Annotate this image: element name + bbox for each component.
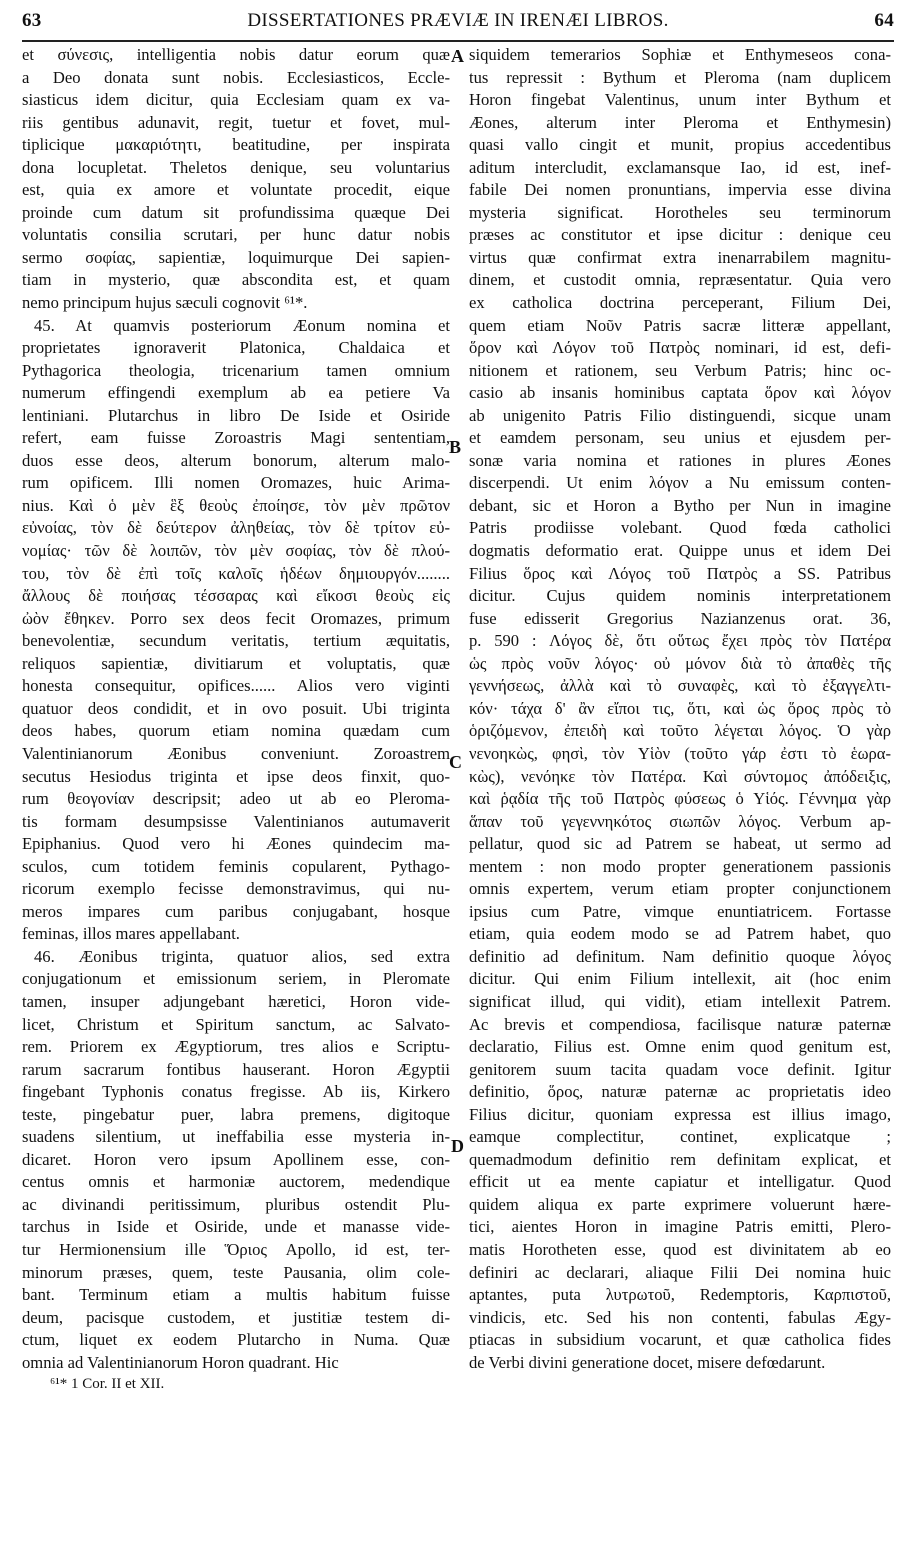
text-line: 45. At quamvis posteriorum Æonum nomina et bbox=[34, 315, 450, 335]
text-line: ricorum exemplo fecisse demonstravimus, qui nu- bbox=[22, 879, 450, 899]
text-line: conjugationum et emissionum seriem, in Pleromate bbox=[22, 969, 450, 989]
text-line: casio ab insanis hominibus captata ὅρον καὶ λόγον bbox=[469, 383, 891, 403]
text-line: nemo principum hujus sæculi cognovit ⁶¹*. bbox=[22, 293, 308, 313]
text-line: aptantes, puta λυτρωτοῦ, Redemptoris, Καρπιστοῦ, bbox=[469, 1285, 891, 1305]
text-line: Filius dicitur, quoniam expressa est illius imago, bbox=[469, 1104, 891, 1124]
text-line: dona locupletat. Theletos denique, seu voluntarius bbox=[22, 157, 450, 177]
text-line: quasi vallo cingit et munit, propius accedentibus bbox=[469, 135, 891, 155]
text-line: duos esse deos, alterum bonorum, alterum malo- bbox=[22, 450, 450, 470]
text-line: sculos, cum totidem feminis copularent, Pythago- bbox=[22, 856, 450, 876]
text-line: quemadmodum definitio rem definitam explicat, et bbox=[469, 1149, 891, 1169]
text-line: ac divinandi peritissimum, pluribus ostendit Plu- bbox=[22, 1194, 450, 1214]
text-line: mysteria significat. Horotheles seu terminorum bbox=[469, 202, 891, 222]
text-line: suadens silentium, ut ineffabilia esse mysteria in- bbox=[22, 1127, 450, 1147]
text-line: numerum effingendi exemplum ab ea petiere Va bbox=[22, 383, 450, 403]
text-line: genitorem suum tacita quadam voce definit. Igitur bbox=[469, 1059, 891, 1079]
text-line: et eamdem personam, seu unius et ejusdem per- bbox=[469, 428, 891, 448]
text-line: εὐνοίας, τὸν δὲ δεύτερον ἀληθείας, τὸν δὲ τρίτον εὐ- bbox=[22, 518, 450, 538]
text-line: siasticus idem dicitur, quia Ecclesiam quam ex va- bbox=[22, 90, 450, 110]
text-line: Patris prodiisse volebant. Quod fœda catholici bbox=[469, 518, 891, 538]
text-line: rum θεογονίαν descripsit; adeo ut ab eo Pleroma- bbox=[22, 789, 450, 809]
right-column bbox=[469, 44, 891, 1374]
text-line: meros impares cum paribus conjugabant, hosque bbox=[22, 901, 450, 921]
text-line: reliquos sapientiæ, divitiarum et voluptatis, quæ bbox=[22, 653, 450, 673]
text-line: Horon fingebat Valentinus, unum inter Bythum et bbox=[469, 90, 891, 110]
text-line: proprietates ignoraverit Platonica, Chaldaica et bbox=[22, 338, 450, 358]
text-line: tus repressit : Bythum et Pleroma (nam duplicem bbox=[469, 67, 891, 87]
text-line: dicitur. Qui enim Filium intellexit, ait (hoc enim bbox=[469, 969, 891, 989]
text-line: pellatur, quod sic ad Patrem se habeat, ut sermo ad bbox=[469, 834, 891, 854]
text-line: voluntatis consilia scrutari, per hunc datur nobis bbox=[22, 225, 450, 245]
text-line: tur Hermionensium ille Ὅριος Apollo, id est, ter- bbox=[22, 1239, 450, 1259]
text-line: discerpendi. Ut enim λόγον a Nu emissum conten- bbox=[469, 473, 891, 493]
text-line: feminas, illos mares appellabant. bbox=[22, 924, 240, 944]
text-line: ἅπαν τοῦ γεγεννηκότος σιωπῶν λόγος. Verbum ap- bbox=[469, 811, 891, 831]
text-line: rum opificem. Illi nomen Oromazes, huic Arima- bbox=[22, 473, 450, 493]
text-line: omnia ad Valentinianorum Horon quadrant. Hic bbox=[22, 1352, 339, 1372]
text-line: lentiniani. Plutarchus in libro De Iside et Osiride bbox=[22, 405, 450, 425]
text-line: definitio, ὅρος, naturæ paternæ ac proprietatis ideo bbox=[469, 1082, 891, 1102]
text-line: fuse edisserit Gregorius Nazianzenus orat. 36, bbox=[469, 608, 891, 628]
text-line: tarchus in Iside et Osiride, unde et manasse vide- bbox=[22, 1217, 450, 1237]
text-line: debant, sic et Horon a Bytho per Nun in imagine bbox=[469, 495, 891, 515]
text-line: Filius ὅρος καὶ Λόγος τοῦ Πατρὸς a SS. Patribus bbox=[469, 563, 891, 583]
text-line: deos habes, quorum etiam nomina quædam cum bbox=[22, 721, 450, 741]
text-line: nitionem et rationem, seu Verbum Patris; hinc oc- bbox=[469, 360, 891, 380]
text-line: Epiphanius. Quod vero hi Æones quindecim ma- bbox=[22, 834, 450, 854]
text-line: sonæ varia nomina et rationes in plures Æones bbox=[469, 450, 891, 470]
text-line: sermo σοφίας, sapientiæ, loquimurque Dei sapien- bbox=[22, 247, 450, 267]
text-line: ex catholica doctrina perceperant, Filium Dei, bbox=[469, 293, 891, 313]
margin-marker-a: A bbox=[451, 46, 464, 66]
text-line: omnis expertem, verum etiam propter conjunctionem bbox=[469, 879, 891, 899]
text-line: fingebant Typhonis conatus fregisse. Ab iis, Kirkero bbox=[22, 1082, 450, 1102]
text-line: efficit ut ea mente capiatur et intelligatur. Quod bbox=[469, 1172, 891, 1192]
text-line: dinem, et custodit omnia, repræsentatur. Quia vero bbox=[469, 270, 891, 290]
text-line: etiam, quia eodem modo se ad Patrem habet, quo bbox=[469, 924, 891, 944]
text-line: benevolentiæ, secundum veritatis, tertium æquitatis, bbox=[22, 631, 450, 651]
text-line: a Deo donata sunt nobis. Ecclesiasticos, Eccle- bbox=[22, 67, 450, 87]
text-line: significat illud, qui vidit), etiam intellexit Patrem. bbox=[469, 991, 891, 1011]
text-line: ὡς πρὸς νοῦν λόγος· οὐ μόνον διὰ τὸ ἀπαθὲς τῆς bbox=[469, 653, 891, 673]
text-line: Ac brevis et compendiosa, facilisque naturæ paternæ bbox=[469, 1014, 891, 1034]
page-number-left: 63 bbox=[22, 10, 42, 31]
text-line: Æones, alterum inter Pleroma et Enthymesin) bbox=[469, 112, 891, 132]
text-line: ὅρον καὶ Λόγον τοῦ Πατρὸς nominari, id est, defi- bbox=[469, 338, 891, 358]
text-line: rarum sacrarum fontibus hauserant. Horon Ægyptii bbox=[22, 1059, 450, 1079]
text-line: tici, aientes Horon in imagine Patris emitti, Plero- bbox=[469, 1217, 891, 1237]
text-line: ὠὸν ἔθηκεν. Porro sex deos fecit Oromazes, primum bbox=[22, 608, 450, 628]
text-line: Pythagorica theologia, tricenarium tamen omnium bbox=[22, 360, 450, 380]
margin-marker-d: D bbox=[451, 1136, 464, 1156]
text-line: fabile Dei nomen pronuntians, impervia esse divina bbox=[469, 180, 891, 200]
text-line: του, τὸν δὲ ἐπὶ τοῖς καλοῖς ἡδέων δημιουργόν........ bbox=[22, 563, 450, 583]
page-number-right: 64 bbox=[874, 10, 894, 31]
text-line: de Verbi divini generatione docet, misere defœdarunt. bbox=[469, 1352, 826, 1372]
text-line: teste, pingebatur puer, labra premens, digitoque bbox=[22, 1104, 450, 1124]
text-line: præses ac constitutor et ipse dicitur : denique ceu bbox=[469, 225, 891, 245]
text-line: refert, eam fuisse Zoroastris Magi sententiam, bbox=[22, 428, 450, 448]
text-line: bant. Terminum etiam a multis habitum fuisse bbox=[22, 1285, 450, 1305]
footnote: ⁶¹* 1 Cor. II et XII. bbox=[50, 1376, 165, 1393]
text-line: quidem aliqua ex parte exprimere voluerunt hære- bbox=[469, 1194, 891, 1214]
running-header bbox=[22, 10, 894, 42]
text-line: definitio ad definitum. Nam definitio quoque λόγος bbox=[469, 946, 891, 966]
text-line: tamen, insuper adjungebant hæretici, Horon vide- bbox=[22, 991, 450, 1011]
text-line: dicaret. Horon vero ipsum Apollinem esse, con- bbox=[22, 1149, 450, 1169]
text-line: 46. Æonibus triginta, quatuor alios, sed extra bbox=[34, 946, 450, 966]
text-line: secutus Hesiodus triginta et ipse deos finxit, quo- bbox=[22, 766, 450, 786]
text-line: nius. Καὶ ὁ μὲν ἓξ θεοὺς ἐποίησε, τὸν μὲν πρῶτον bbox=[22, 495, 450, 515]
text-line: riis gentibus adunavit, regit, tuetur et fovet, mul- bbox=[22, 112, 450, 132]
text-line: Valentinianorum Æonibus conveniunt. Zoroastrem bbox=[22, 743, 450, 763]
text-line: matis Horotheten esse, quod est divinitatem ab eo bbox=[469, 1239, 891, 1259]
text-line: p. 590 : Λόγος δὲ, ὅτι οὕτως ἔχει πρὸς τὸν Πατέρα bbox=[469, 631, 891, 651]
text-line: virtus quæ confirmat extra inenarrabilem magnitu- bbox=[469, 247, 891, 267]
text-line: vindicis, etc. Sed his non contenti, fabulas Ægy- bbox=[469, 1307, 891, 1327]
left-column bbox=[22, 44, 450, 1394]
text-line: dicitur. Cujus quidem nominis interpretationem bbox=[469, 586, 891, 606]
text-line: γεννήσεως, ἀλλὰ καὶ τὸ συναφὲς, καὶ τὸ ἐξαγγελτι- bbox=[469, 676, 891, 696]
text-line: tiam in mysterio, quæ abscondita est, et quam bbox=[22, 270, 450, 290]
text-line: ipsius cum Patre, vimque enuntiatricem. Fortasse bbox=[469, 901, 891, 921]
text-line: est, quia ex amore et voluntate procedit, eique bbox=[22, 180, 450, 200]
running-title: DISSERTATIONES PRÆVIÆ IN IRENÆI LIBROS. bbox=[247, 10, 669, 31]
text-line: aditum intercludit, exclamansque Iao, id est, inef- bbox=[469, 157, 891, 177]
text-line: rem. Priorem ex Ægyptiorum, tres alios e Scriptu- bbox=[22, 1037, 450, 1057]
text-line: ἄλλους δὲ ποιήσας τέσσαρας καὶ εἴκοσι θεοὺς εἰς bbox=[22, 586, 450, 606]
text-line: καὶ ῥᾳδία τῆς τοῦ Πατρὸς φύσεως ὁ Υἱός. Γέννημα γὰρ bbox=[469, 789, 891, 809]
text-line: proinde cum datum sit profundissima quæque Dei bbox=[22, 202, 450, 222]
text-line: honesta consequitur, opifices...... Alios vero viginti bbox=[22, 676, 450, 696]
text-line: ab unigenito Patris Filio distinguendi, sicque unam bbox=[469, 405, 891, 425]
text-line: deum, pacisque custodem, et justitiæ testem di- bbox=[22, 1307, 450, 1327]
text-line: quatuor deos condidit, et in ovo posuit. Ubi triginta bbox=[22, 698, 450, 718]
text-line: νενοηκὼς, φησὶ, τὸν Υἱὸν (τοῦτο γάρ ἐστι τὸ ἑωρα- bbox=[469, 743, 891, 763]
text-line: et σύνεσις, intelligentia nobis datur eorum quæ bbox=[22, 45, 450, 64]
text-line: ptiacas in subsidium vocarunt, et quæ catholica fides bbox=[469, 1330, 891, 1350]
text-line: mentem : non modo propter generationem passionis bbox=[469, 856, 891, 876]
text-line: tis formam desumpsisse Valentinianos autumaverit bbox=[22, 811, 450, 831]
text-line: quem etiam Νοῦν Patris sacræ litteræ appellant, bbox=[469, 315, 891, 335]
text-line: tiplicique μακαριότητι, beatitudine, per inspirata bbox=[22, 135, 450, 155]
text-line: κόν· τάχα δ' ἂν εἴποι τις, ὅτι, καὶ ὡς ὅρος πρὸς τὸ bbox=[469, 698, 891, 718]
text-line: definiri ac declarari, aliaque Filii Dei nomina huic bbox=[469, 1262, 891, 1282]
margin-marker-b: B bbox=[449, 437, 462, 457]
margin-marker-c: C bbox=[449, 752, 462, 772]
text-line: minorum præses, quem, teste Pausania, olim cole- bbox=[22, 1262, 450, 1282]
text-line: κὼς), νενόηκε τὸν Πατέρα. Καὶ σύντομος ἀπόδειξις, bbox=[469, 766, 891, 786]
text-line: declaratio, Filius est. Omne enim quod genitum est, bbox=[469, 1037, 891, 1057]
text-line: νομίας· τῶν δὲ λοιπῶν, τὸν μὲν σοφίας, τὸν δὲ πλού- bbox=[22, 541, 450, 561]
text-line: ctum, liquet ex eodem Plutarcho in Numa. Quæ bbox=[22, 1330, 450, 1350]
text-line: ὁριζόμενον, ἐπειδὴ καὶ τοῦτο λέγεται λόγος. Ὁ γὰρ bbox=[469, 721, 891, 741]
text-line: licet, Christum et Spiritum sanctum, ac Salvato- bbox=[22, 1014, 450, 1034]
text-line: eamque complectitur, continet, explicatque ; bbox=[469, 1127, 891, 1147]
text-line: siquidem temerarios Sophiæ et Enthymeseos cona- bbox=[469, 45, 891, 64]
text-line: centus omnis et harmoniæ auctorem, medendique bbox=[22, 1172, 450, 1192]
text-line: dogmatis deformatio erat. Quippe unus et idem Dei bbox=[469, 541, 891, 561]
